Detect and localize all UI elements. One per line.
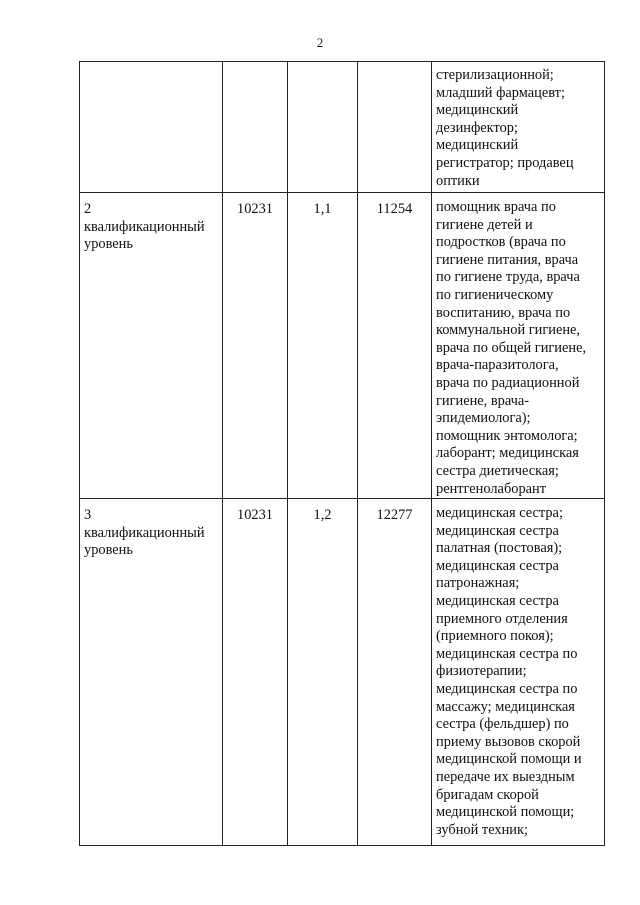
positions-text: стерилизационной; младший фармацевт; медицинский дезинфектор; медицинский регистратор; продавец оптики: [436, 67, 574, 189]
salary-text: 12277: [376, 507, 413, 524]
table-row: [80, 193, 605, 499]
salary-text: [358, 62, 431, 70]
positions-text: помощник врача по гигиене детей и подростков (врача по гигиене питания, врача по гигиене труда, врача по гигиеническому воспитанию, врача по коммунальной гигиене, врача по общей гигиене, врача-паразитолога, врача по радиационной гигиене, врача- эпидемиолога); помощник энтомолога; лаборант; медицинская сестра диетическая; рентгенолаборант: [436, 199, 587, 497]
qualification-level-text: 2 квалификационный уровень: [84, 201, 205, 253]
qualification-level-cell: [80, 193, 223, 499]
table-row: [80, 62, 605, 193]
qualification-level-cell: [80, 499, 223, 846]
code-text: [223, 62, 287, 70]
coefficient-cell: [288, 62, 358, 193]
positions-text: медицинская сестра; медицинская сестра палатная (постовая); медицинская сестра патронажная; медицинская сестра приемного отделения (приемного покоя); медицинская сестра по физиотерапии; медицинская сестра по массажу; медицинская сестра (фельдшер) по приему вызовов скорой медицинской помощи и передаче их выездным бригадам скорой медицинской помощи; зубной техник;: [436, 505, 582, 838]
coefficient-text: 1,2: [313, 507, 332, 524]
coefficient-text: [288, 62, 357, 70]
qualification-table: [79, 61, 605, 846]
table-row: [80, 499, 605, 846]
qualification-level-cell: [80, 62, 223, 193]
positions-cell: [432, 193, 605, 499]
coefficient-text: 1,1: [313, 201, 332, 217]
salary-cell: [358, 193, 432, 499]
qualification-level-text: 3 квалификационный уровень: [84, 507, 205, 559]
code-text: 10231: [237, 507, 273, 524]
qualification-level-text: [80, 62, 222, 70]
salary-cell: [358, 62, 432, 193]
salary-cell: [358, 499, 432, 846]
positions-cell: [432, 62, 605, 193]
positions-cell: [432, 499, 605, 846]
salary-text: 11254: [376, 201, 413, 217]
code-cell: [223, 193, 288, 499]
code-cell: [223, 62, 288, 193]
code-text: 10231: [237, 201, 273, 217]
coefficient-cell: [288, 193, 358, 499]
page-number: 2: [316, 35, 324, 50]
coefficient-cell: [288, 499, 358, 846]
code-cell: [223, 499, 288, 846]
